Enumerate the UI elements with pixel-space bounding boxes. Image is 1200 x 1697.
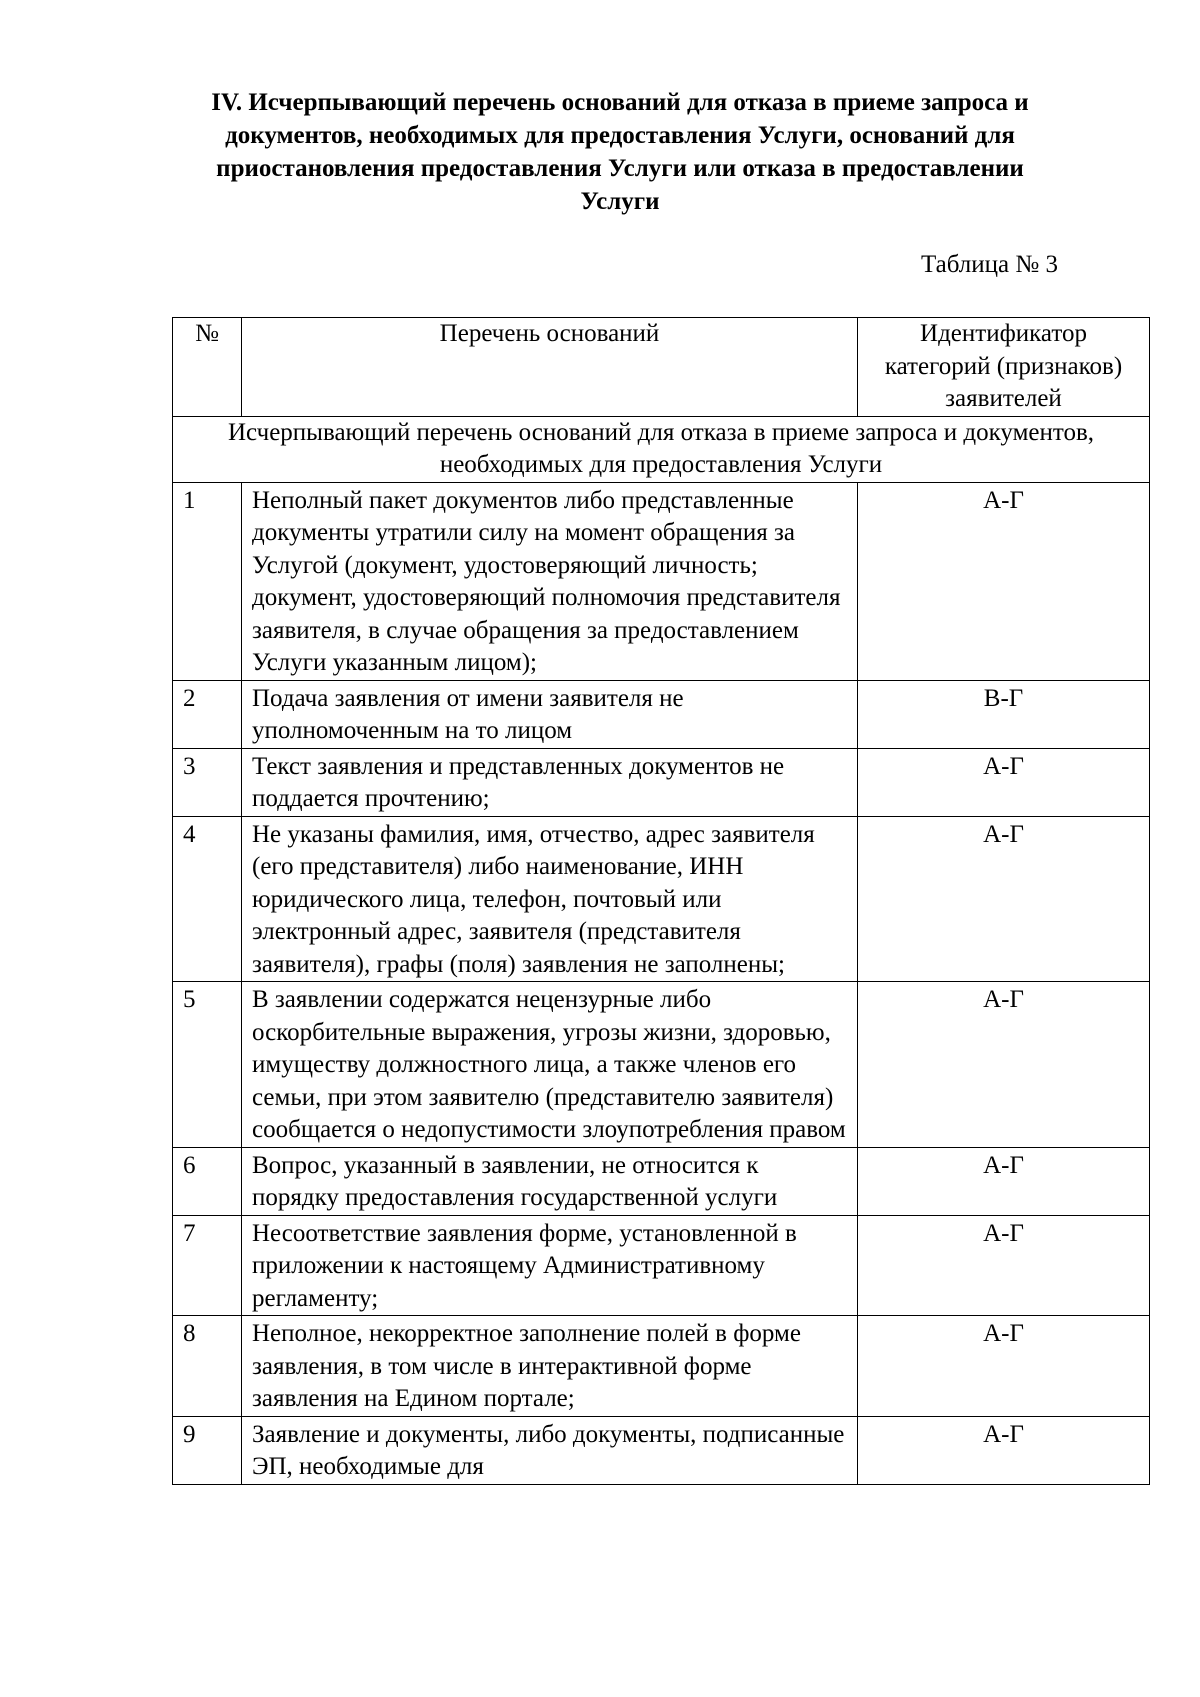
- table-row: [173, 748, 1150, 816]
- row-number: 7: [173, 1215, 242, 1316]
- section-row: [173, 416, 1150, 482]
- row-identifier: А-Г: [858, 482, 1150, 680]
- row-identifier: А-Г: [858, 982, 1150, 1148]
- table-row: [173, 1215, 1150, 1316]
- section-title: Исчерпывающий перечень оснований для отказа в приеме запроса и документов, необходимых для предоставления Услуги: [173, 416, 1150, 482]
- table-row: [173, 1416, 1150, 1484]
- row-text: В заявлении содержатся нецензурные либо оскорбительные выражения, угрозы жизни, здоровью, имуществу должностного лица, а также членов его семьи, при этом заявителю (представителю заявителя) сообщается о недопустимости злоупотребления правом: [242, 982, 858, 1148]
- table-row: [173, 680, 1150, 748]
- row-number: 3: [173, 748, 242, 816]
- header-grounds: Перечень оснований: [242, 318, 858, 417]
- table-row: [173, 1147, 1150, 1215]
- row-text: Неполное, некорректное заполнение полей в форме заявления, в том числе в интерактивной форме заявления на Едином портале;: [242, 1316, 858, 1417]
- table-row: [173, 1316, 1150, 1417]
- table-row: [173, 816, 1150, 982]
- row-text: Подача заявления от имени заявителя не уполномоченным на то лицом: [242, 680, 858, 748]
- row-identifier: А-Г: [858, 1416, 1150, 1484]
- row-text: Заявление и документы, либо документы, подписанные ЭП, необходимые для: [242, 1416, 858, 1484]
- grounds-table: [172, 317, 1150, 1485]
- row-number: 4: [173, 816, 242, 982]
- row-number: 6: [173, 1147, 242, 1215]
- row-identifier: В-Г: [858, 680, 1150, 748]
- table-row: [173, 982, 1150, 1148]
- row-identifier: А-Г: [858, 816, 1150, 982]
- row-number: 8: [173, 1316, 242, 1417]
- header-identifier: Идентификатор категорий (признаков) заявителей: [858, 318, 1150, 417]
- table-header-row: [173, 318, 1150, 417]
- row-text: Текст заявления и представленных документов не поддается прочтению;: [242, 748, 858, 816]
- row-identifier: А-Г: [858, 748, 1150, 816]
- row-number: 2: [173, 680, 242, 748]
- row-number: 9: [173, 1416, 242, 1484]
- row-text: Не указаны фамилия, имя, отчество, адрес заявителя (его представителя) либо наименование, ИНН юридического лица, телефон, почтовый или электронный адрес, заявителя (представителя заявителя), графы (поля) заявления не заполнены;: [242, 816, 858, 982]
- row-identifier: А-Г: [858, 1215, 1150, 1316]
- table-caption: Таблица № 3: [920, 251, 1058, 278]
- row-text: Неполный пакет документов либо представленные документы утратили силу на момент обращения за Услугой (документ, удостоверяющий личность; документ, удостоверяющий полномочия представителя заявителя, в случае обращения за предоставлением Услуги указанным лицом);: [242, 482, 858, 680]
- row-number: 1: [173, 482, 242, 680]
- row-number: 5: [173, 982, 242, 1148]
- table-row: [173, 482, 1150, 680]
- row-identifier: А-Г: [858, 1147, 1150, 1215]
- row-text: Вопрос, указанный в заявлении, не относится к порядку предоставления государственной услуги: [242, 1147, 858, 1215]
- row-identifier: А-Г: [858, 1316, 1150, 1417]
- page-title: IV. Исчерпывающий перечень оснований для отказа в приеме запроса и документов, необходимых для предоставления Услуги, оснований для приостановления предоставления Услуги или отказа в предоставлении Услуги: [211, 89, 1029, 215]
- header-num: №: [173, 318, 242, 417]
- row-text: Несоответствие заявления форме, установленной в приложении к настоящему Административному регламенту;: [242, 1215, 858, 1316]
